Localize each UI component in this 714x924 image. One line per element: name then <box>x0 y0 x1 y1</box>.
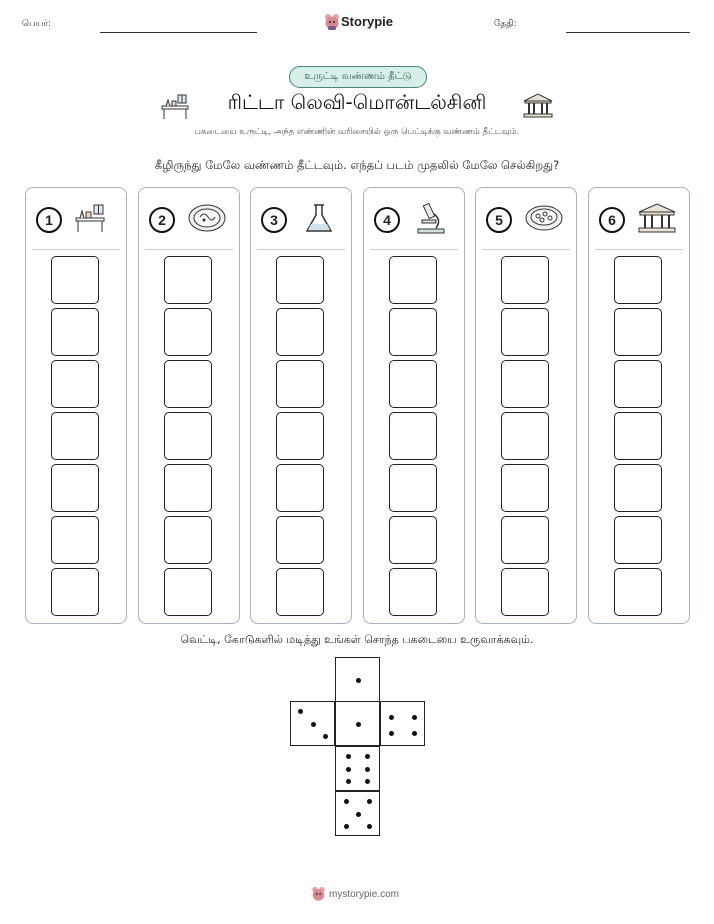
color-box[interactable] <box>614 256 662 304</box>
column-number: 4 <box>374 207 400 233</box>
color-box[interactable] <box>614 360 662 408</box>
die-pip <box>365 767 370 772</box>
name-line[interactable] <box>100 32 257 33</box>
color-box[interactable] <box>51 256 99 304</box>
die-pip <box>346 767 351 772</box>
date-line[interactable] <box>566 32 690 33</box>
color-box[interactable] <box>51 360 99 408</box>
color-box[interactable] <box>51 412 99 460</box>
petri-dish-icon <box>187 202 227 236</box>
color-box[interactable] <box>276 308 324 356</box>
column-divider <box>370 249 458 250</box>
die-pip <box>346 754 351 759</box>
brand-logo <box>324 13 394 33</box>
instruction-text: கீழிருந்து மேலே வண்ணம் தீட்டவும். எந்தப் படம் முதலில் மேலே செல்கிறது? <box>154 158 560 172</box>
column-divider <box>257 249 345 250</box>
color-box[interactable] <box>51 308 99 356</box>
color-box[interactable] <box>501 412 549 460</box>
column-number: 1 <box>36 207 62 233</box>
column-4 <box>363 187 465 624</box>
storypie-mascot-icon <box>324 13 340 31</box>
desk-lab-icon <box>74 202 114 236</box>
color-box[interactable] <box>164 256 212 304</box>
color-box[interactable] <box>501 308 549 356</box>
column-number: 5 <box>486 207 512 233</box>
color-box[interactable] <box>164 308 212 356</box>
column-6 <box>588 187 690 624</box>
die-pip <box>365 754 370 759</box>
die-pip <box>367 799 372 804</box>
color-box[interactable] <box>501 464 549 512</box>
page-title: ரிட்டா லெவி-மொன்டல்சினி <box>227 90 487 114</box>
column-3 <box>250 187 352 624</box>
color-box[interactable] <box>389 308 437 356</box>
color-box[interactable] <box>389 412 437 460</box>
color-box[interactable] <box>501 568 549 616</box>
brand-name: Storypie <box>341 14 394 29</box>
die-pip <box>365 779 370 784</box>
color-box[interactable] <box>276 360 324 408</box>
color-box[interactable] <box>276 256 324 304</box>
column-divider <box>482 249 570 250</box>
name-label: பெயர்: <box>22 19 52 29</box>
die-pip <box>346 779 351 784</box>
die-face <box>290 701 335 746</box>
color-box[interactable] <box>51 516 99 564</box>
color-box[interactable] <box>276 568 324 616</box>
die-pip <box>356 722 361 727</box>
color-box[interactable] <box>614 308 662 356</box>
die-pip <box>389 715 394 720</box>
color-box[interactable] <box>389 256 437 304</box>
color-box[interactable] <box>389 568 437 616</box>
die-pip <box>323 734 328 739</box>
die-face <box>335 657 380 702</box>
die-face <box>335 791 380 836</box>
column-5 <box>475 187 577 624</box>
date-label: தேதி: <box>494 19 517 29</box>
cell-culture-icon <box>524 202 564 236</box>
color-box[interactable] <box>389 360 437 408</box>
storypie-mascot-icon <box>311 886 326 902</box>
color-box[interactable] <box>164 412 212 460</box>
color-box[interactable] <box>389 464 437 512</box>
museum-icon <box>522 93 554 119</box>
flask-icon <box>299 202 339 236</box>
die-pip <box>298 709 303 714</box>
column-number: 2 <box>149 207 175 233</box>
die-face <box>335 701 380 746</box>
museum-icon <box>637 202 677 236</box>
die-pip <box>356 812 361 817</box>
cut-instruction: வெட்டி, கோடுகளில் மடித்து உங்கள் சொந்த பகடையை உருவாக்கவும். <box>180 633 534 646</box>
color-box[interactable] <box>164 568 212 616</box>
color-box[interactable] <box>389 516 437 564</box>
footer <box>311 886 421 904</box>
color-box[interactable] <box>614 464 662 512</box>
color-box[interactable] <box>501 360 549 408</box>
color-box[interactable] <box>276 516 324 564</box>
column-1 <box>25 187 127 624</box>
column-divider <box>32 249 120 250</box>
column-divider <box>595 249 683 250</box>
color-box[interactable] <box>614 412 662 460</box>
die-pip <box>389 731 394 736</box>
die-pip <box>311 722 316 727</box>
color-box[interactable] <box>614 568 662 616</box>
microscope-icon <box>412 202 452 236</box>
color-box[interactable] <box>164 464 212 512</box>
column-divider <box>145 249 233 250</box>
color-box[interactable] <box>276 464 324 512</box>
color-box[interactable] <box>164 360 212 408</box>
die-pip <box>412 715 417 720</box>
column-2 <box>138 187 240 624</box>
color-box[interactable] <box>501 516 549 564</box>
die-pip <box>412 731 417 736</box>
die-pip <box>367 824 372 829</box>
color-box[interactable] <box>51 464 99 512</box>
die-pip <box>356 678 361 683</box>
column-number: 3 <box>261 207 287 233</box>
color-box[interactable] <box>164 516 212 564</box>
color-box[interactable] <box>276 412 324 460</box>
column-number: 6 <box>599 207 625 233</box>
die-pip <box>344 799 349 804</box>
activity-badge: உருட்டி வண்ணம் தீட்டு <box>289 66 427 88</box>
color-box[interactable] <box>51 568 99 616</box>
die-face <box>335 746 380 791</box>
die-pip <box>344 824 349 829</box>
color-box[interactable] <box>501 256 549 304</box>
footer-url[interactable]: mystorypie.com <box>329 889 400 900</box>
color-box[interactable] <box>614 516 662 564</box>
desk-lab-icon <box>160 92 192 120</box>
page-subtitle: பகடையை உருட்டி, அந்த எண்ணின் வரிசையில் ஒரு பெட்டிக்கு வண்ணம் தீட்டவும். <box>194 127 520 137</box>
die-face <box>380 701 425 746</box>
